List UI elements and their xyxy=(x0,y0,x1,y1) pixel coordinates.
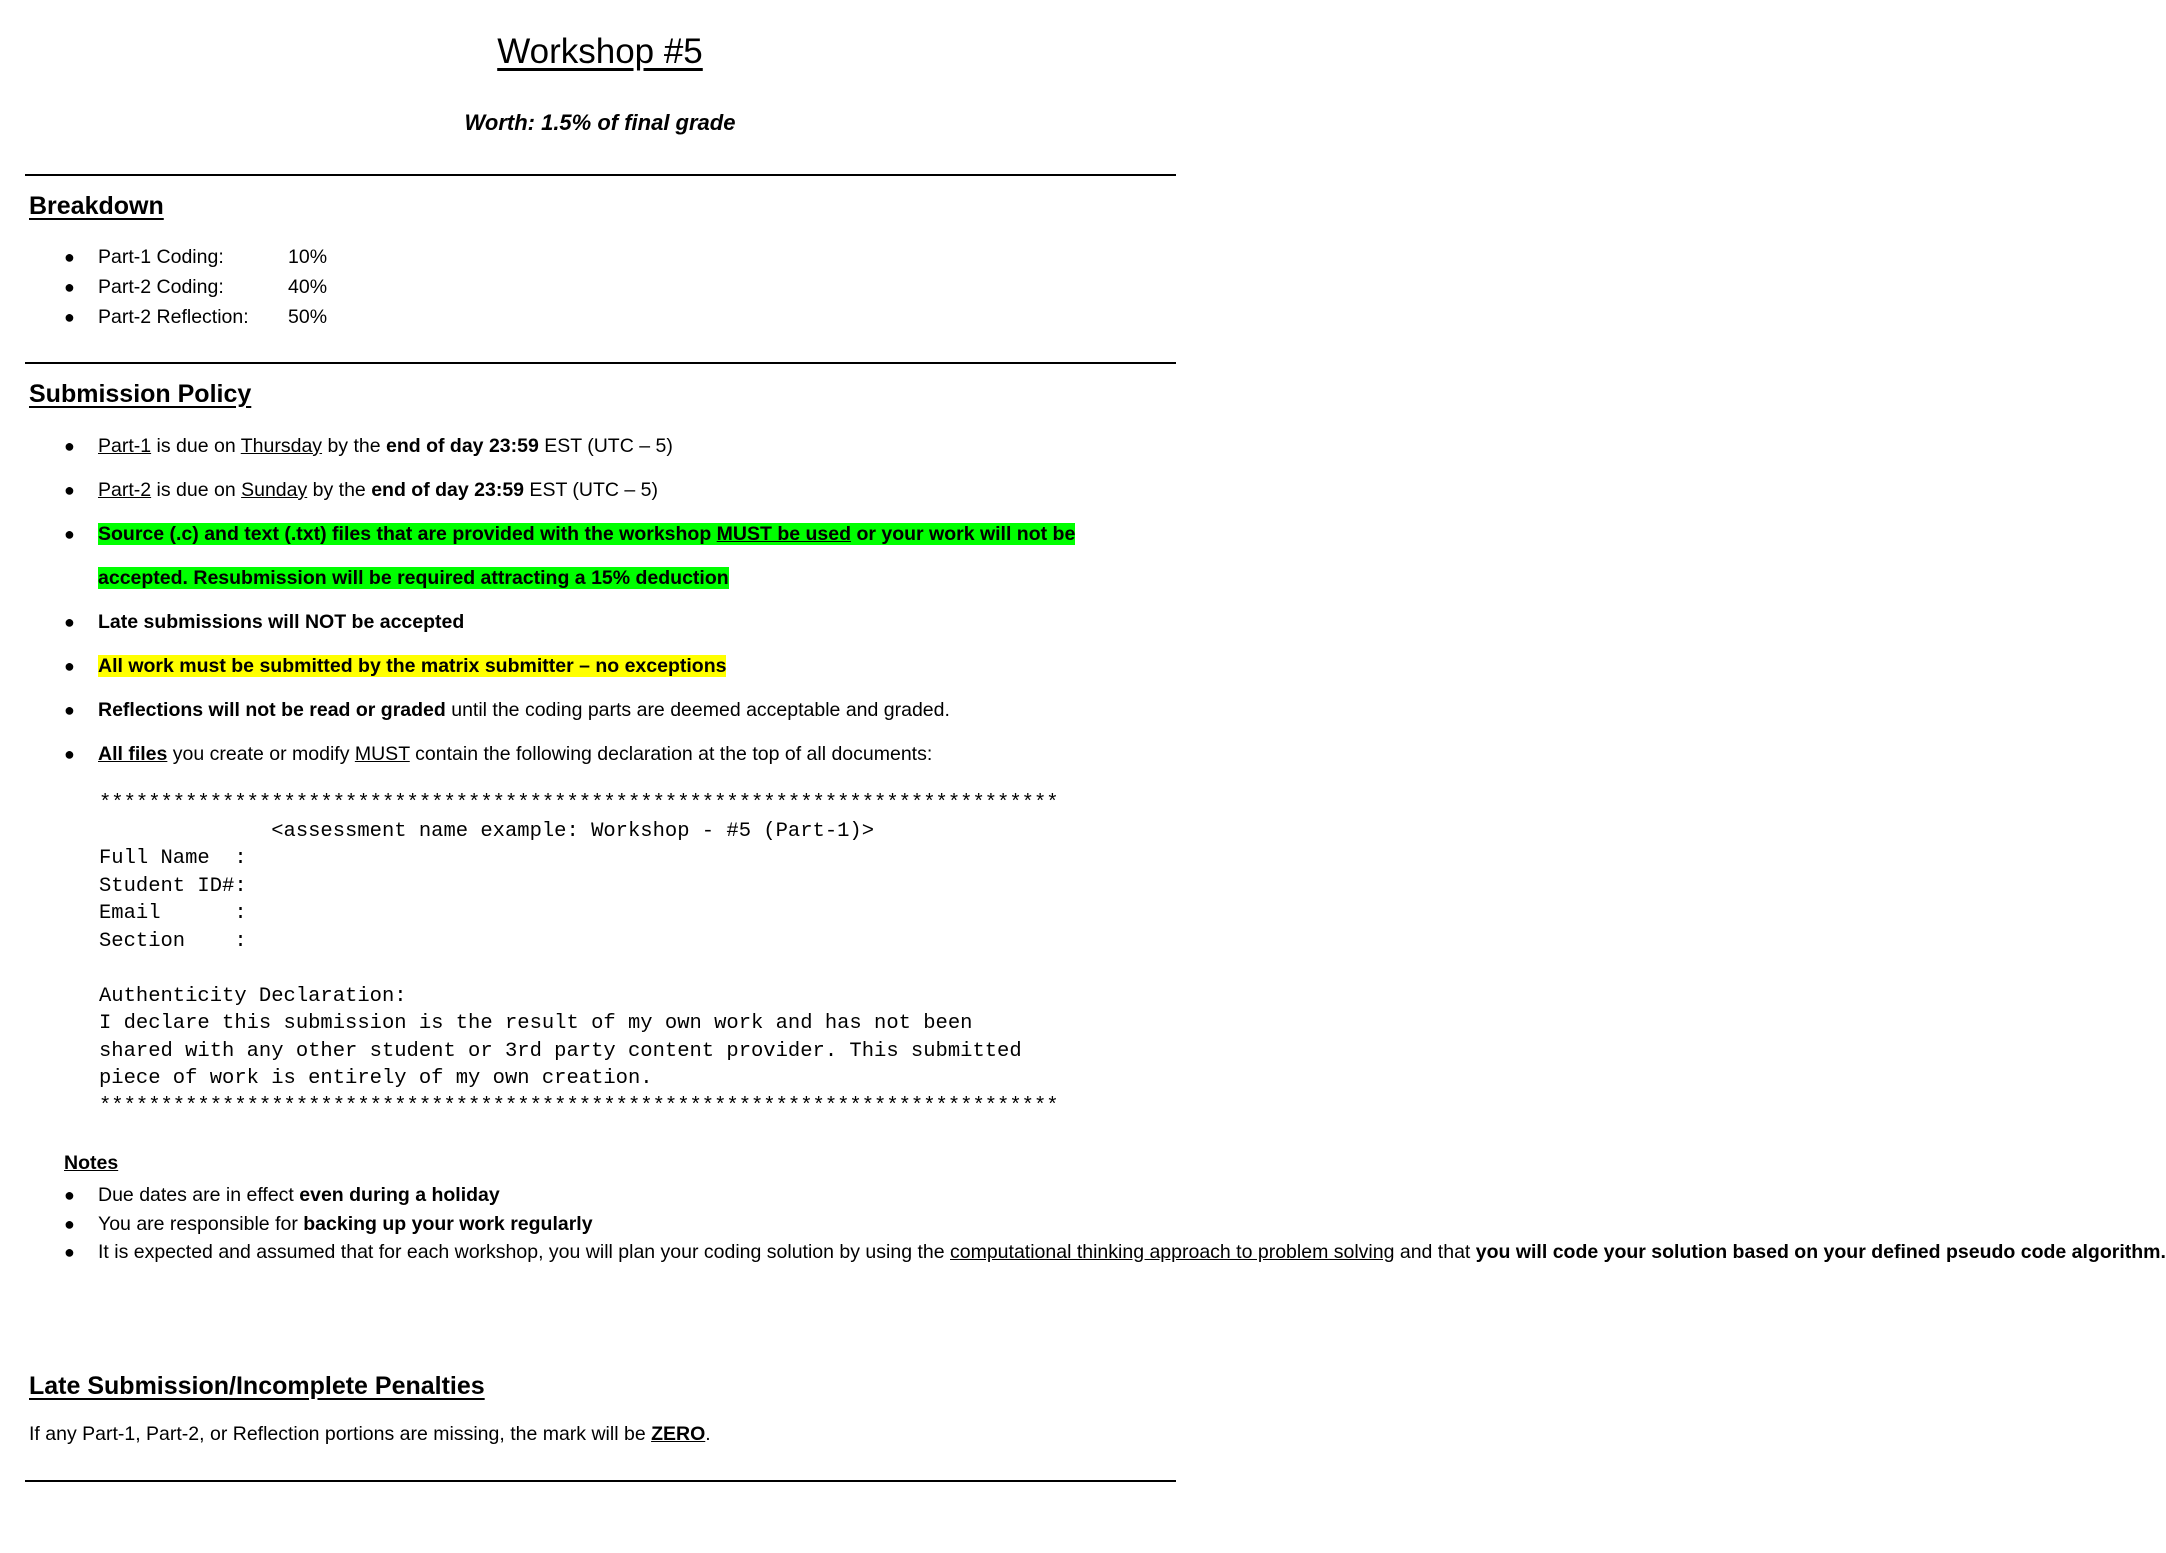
notes-list xyxy=(0,1181,2166,1267)
notes-label: Notes xyxy=(64,1152,119,1174)
policy-item-reflections: ● Reflections will not be read or graded until the coding parts are deemed acceptable and graded. xyxy=(0,688,1200,732)
policy-item-part2: ● Part-2 is due on Sunday by the end of day 23:59 EST (UTC – 5) xyxy=(0,468,1200,512)
bullet-icon: ● xyxy=(64,1213,75,1234)
bullet-icon: ● xyxy=(64,436,75,456)
breakdown-item: ● Part-2 Coding: 40% xyxy=(0,272,1200,302)
policy-item-matrix: ● All work must be submitted by the matrix submitter – no exceptions xyxy=(0,644,1200,688)
declaration-block: ****************************************************************************** <assessment name example: Workshop - #5 (Part-1)> Full Name : Student ID#: Email : Section : Authenticity Declaration: I declare this submission is the result of my own work and has not been shared with any other student or 3rd party content provider. This submitted piece of work is entirely of my own creation. ****************************************************************************** xyxy=(99,792,1059,1118)
penalties-heading: Late Submission/Incomplete Penalties xyxy=(29,1372,485,1400)
breakdown-heading: Breakdown xyxy=(29,192,164,220)
policy-item-all-files: ● All files you create or modify MUST contain the following declaration at the top of all documents: xyxy=(0,732,1200,776)
breakdown-item: ● Part-2 Reflection: 50% xyxy=(0,302,1200,332)
bullet-icon: ● xyxy=(64,656,75,676)
horizontal-rule xyxy=(25,362,1176,364)
note-item: ● You are responsible for backing up your work regularly xyxy=(0,1210,1200,1239)
submission-policy-heading: Submission Policy xyxy=(29,380,252,408)
horizontal-rule xyxy=(25,1480,1176,1482)
bullet-icon: ● xyxy=(64,247,75,267)
policy-item-source-files: ● Source (.c) and text (.txt) files that are provided with the workshop MUST be used or your work will not be accepted. Resubmission will be required attracting a 15% deduction xyxy=(0,512,1200,600)
note-item: ● It is expected and assumed that for each workshop, you will plan your coding solution by using the computational thinking approach to problem solving and that you will code your solution based on your defined pseudo code algorithm. xyxy=(0,1238,1118,1267)
bullet-icon: ● xyxy=(64,612,75,632)
policy-item-late: ● Late submissions will NOT be accepted xyxy=(0,600,1200,644)
bullet-icon: ● xyxy=(64,744,75,764)
policy-item-part1: ● Part-1 is due on Thursday by the end of day 23:59 EST (UTC – 5) xyxy=(0,424,1200,468)
worth-subtitle: Worth: 1.5% of final grade xyxy=(464,110,736,135)
bullet-icon: ● xyxy=(64,700,75,720)
submission-policy-list xyxy=(0,424,1200,776)
page-title: Workshop #5 xyxy=(497,32,703,71)
bullet-icon: ● xyxy=(64,480,75,500)
breakdown-item: ● Part-1 Coding: 10% xyxy=(0,242,1200,272)
breakdown-list xyxy=(0,242,1200,332)
note-item: ● Due dates are in effect even during a holiday xyxy=(0,1181,1200,1210)
bullet-icon: ● xyxy=(64,277,75,297)
horizontal-rule xyxy=(25,174,1176,176)
penalties-text: If any Part-1, Part-2, or Reflection portions are missing, the mark will be ZERO. xyxy=(29,1423,711,1445)
bullet-icon: ● xyxy=(64,1185,75,1205)
bullet-icon: ● xyxy=(64,307,75,327)
bullet-icon: ● xyxy=(64,524,75,544)
bullet-icon: ● xyxy=(64,1242,75,1262)
